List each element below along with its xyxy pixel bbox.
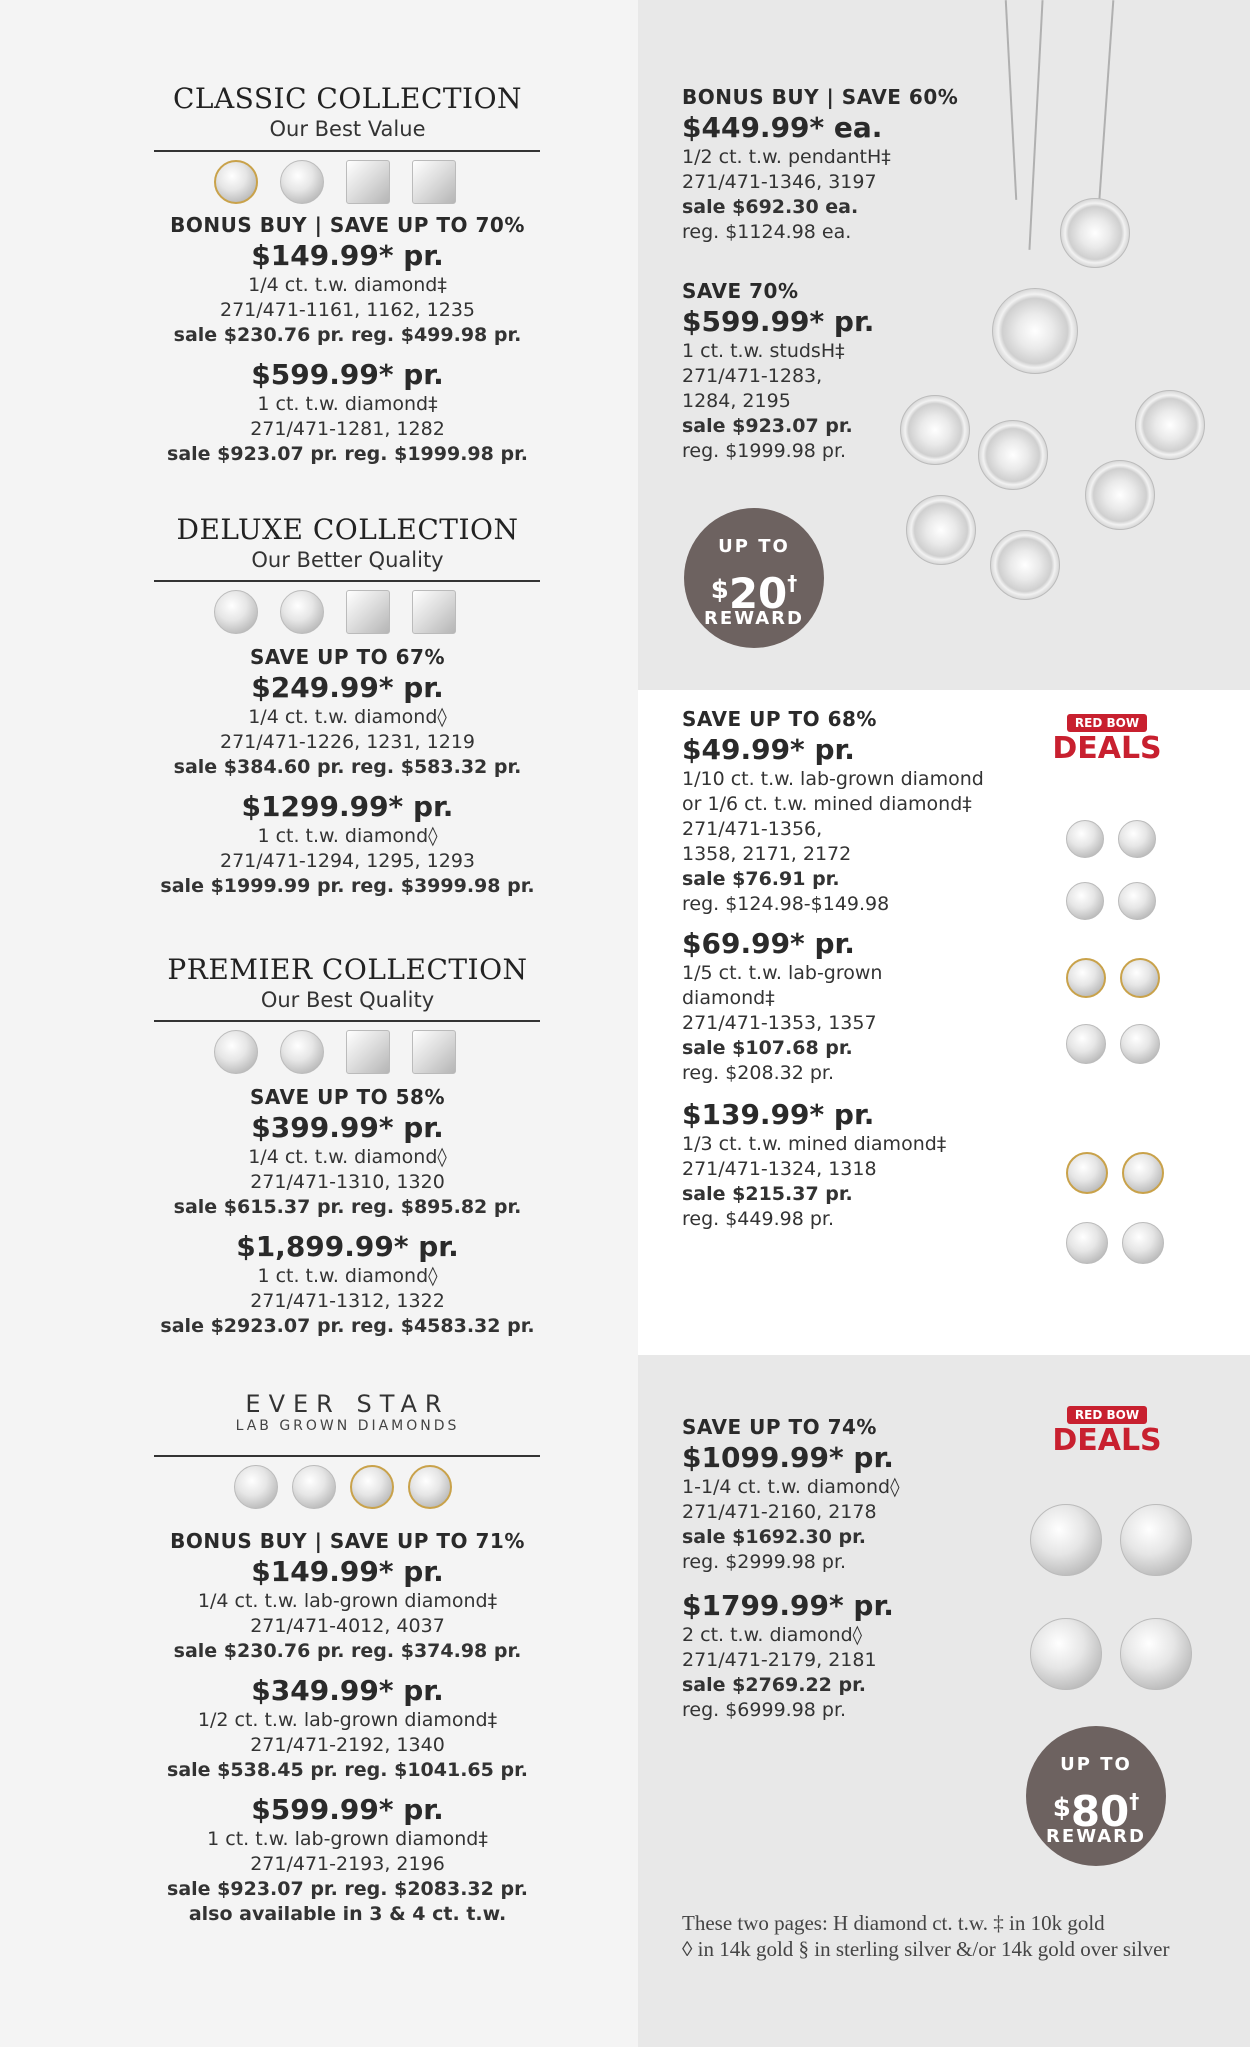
diamond-stud-icon <box>1030 1618 1102 1690</box>
pendant-bonus: BONUS BUY | SAVE 60% <box>682 85 959 109</box>
sku: 271/471-2192, 1340 <box>250 1734 445 1756</box>
price: $139.99* pr. <box>682 1098 875 1131</box>
description: 1 ct. t.w. studsH‡ <box>682 340 845 362</box>
diamond-stud-icon <box>408 1465 452 1509</box>
sale-price: sale $107.68 pr. <box>682 1037 853 1059</box>
sale-price: sale $538.45 pr. reg. $1041.65 pr. <box>167 1759 528 1781</box>
sku: 271/471-1353, 1357 <box>682 1012 877 1034</box>
description: 1/4 ct. t.w. lab-grown diamond‡ <box>197 1590 498 1612</box>
sale-price: sale $923.07 pr. <box>682 415 853 437</box>
diamond-stud-icon <box>1066 1222 1108 1264</box>
everstar-offers <box>150 1528 545 1927</box>
princess-stud-icon <box>346 160 390 204</box>
premier-subtitle: Our Best Quality <box>260 988 435 1012</box>
diamond-stud-icon <box>1118 882 1156 920</box>
halo-stud-icon <box>990 530 1060 600</box>
reward-up-to: UP TO <box>718 536 790 557</box>
redbow1-studs-image <box>1066 820 1156 858</box>
premier-header <box>150 953 545 1013</box>
diamond-stud-icon <box>214 590 258 634</box>
divider <box>154 1455 540 1457</box>
description: 1/3 ct. t.w. mined diamond‡ <box>682 1133 947 1155</box>
sku: 271/471-1324, 1318 <box>682 1158 877 1180</box>
price: $1,899.99* pr. <box>236 1230 459 1263</box>
sku: 271/471-1294, 1295, 1293 <box>219 850 475 872</box>
everstar-studs-image <box>234 1465 452 1509</box>
description: 1 ct. t.w. diamond◊ <box>257 1265 438 1287</box>
everstar-name: EVER STAR <box>245 1390 450 1418</box>
reg-price: reg. $208.32 pr. <box>682 1062 834 1084</box>
reg-price: reg. $124.98-$149.98 <box>682 893 890 915</box>
deluxe-title: DELUXE COLLECTION <box>176 513 519 546</box>
sku: 271/471-1356, <box>682 818 823 840</box>
reg-price: reg. $1999.98 pr. <box>682 440 847 462</box>
deluxe-bonus: SAVE UP TO 67% <box>250 645 445 669</box>
divider <box>154 580 540 582</box>
premier-title: PREMIER COLLECTION <box>167 953 528 986</box>
description: 1/4 ct. t.w. diamond◊ <box>248 1146 447 1168</box>
everstar-logo <box>150 1390 545 1434</box>
diamond-stud-icon <box>1122 1152 1164 1194</box>
price: $599.99* pr. <box>251 358 444 391</box>
price: $149.99* pr. <box>251 239 444 272</box>
diamond-stud-icon <box>1120 1024 1160 1064</box>
reward-amount: 20 <box>728 569 788 618</box>
description: 1 ct. t.w. lab-grown diamond‡ <box>207 1828 488 1850</box>
sku: 271/471-1161, 1162, 1235 <box>219 299 475 321</box>
description: 1/10 ct. t.w. lab-grown diamond <box>682 768 984 790</box>
diamond-stud-icon <box>280 160 324 204</box>
premier-offers <box>150 1084 545 1339</box>
dagger-mark: † <box>1129 1789 1140 1813</box>
reward-label: REWARD <box>704 608 804 629</box>
redbow1-studs-image <box>1066 1222 1164 1264</box>
classic-subtitle: Our Best Value <box>269 117 426 141</box>
reward-badge <box>684 508 824 648</box>
redbow2-offers <box>682 1414 982 1723</box>
reg-price: reg. $6999.98 pr. <box>682 1699 847 1721</box>
description: 1/2 ct. t.w. pendantH‡ <box>682 146 891 168</box>
sale-price: sale $615.37 pr. reg. $895.82 pr. <box>173 1196 522 1218</box>
red-bow-label: RED BOW <box>1067 714 1147 732</box>
sale-price: sale $230.76 pr. reg. $499.98 pr. <box>173 324 522 346</box>
reg-price: reg. $2999.98 pr. <box>682 1551 847 1573</box>
diamond-stud-icon <box>1118 820 1156 858</box>
sale-price: sale $76.91 pr. <box>682 868 840 890</box>
redbow1-studs-image <box>1066 1024 1160 1064</box>
classic-header <box>150 82 545 142</box>
description: 1 ct. t.w. diamond‡ <box>257 393 438 415</box>
description: 1/2 ct. t.w. lab-grown diamond‡ <box>197 1709 498 1731</box>
price: $599.99* pr. <box>251 1793 444 1826</box>
diamond-stud-icon <box>1030 1504 1102 1576</box>
diamond-stud-icon <box>292 1465 336 1509</box>
sku: 1358, 2171, 2172 <box>682 843 852 865</box>
diamond-stud-icon <box>234 1465 278 1509</box>
description: 1/4 ct. t.w. diamond◊ <box>248 706 447 728</box>
everstar-bonus: BONUS BUY | SAVE UP TO 71% <box>170 1529 525 1553</box>
price: $1099.99* pr. <box>682 1441 894 1474</box>
halo-stud-icon <box>1085 460 1155 530</box>
divider <box>154 1020 540 1022</box>
deluxe-offers <box>150 644 545 899</box>
price: $399.99* pr. <box>251 1111 444 1144</box>
sale-price: sale $384.60 pr. reg. $583.32 pr. <box>173 756 522 778</box>
halo-stud-icon <box>1135 390 1205 460</box>
pendant-offer <box>682 84 1002 245</box>
red-bow-deals-badge <box>1052 712 1162 766</box>
sale-price: sale $923.07 pr. reg. $1999.98 pr. <box>167 443 528 465</box>
red-bow-deals-badge <box>1052 1404 1162 1458</box>
redbow2-studs-image <box>1030 1504 1192 1576</box>
price: $599.99* pr. <box>682 305 875 338</box>
redbow1-studs-image <box>1066 882 1156 920</box>
premier-bonus: SAVE UP TO 58% <box>250 1085 445 1109</box>
footnote <box>682 1910 1202 1962</box>
price: $249.99* pr. <box>251 671 444 704</box>
sku: 1284, 2195 <box>682 390 791 412</box>
redbow1-studs-image <box>1066 958 1160 998</box>
diamond-stud-icon <box>280 590 324 634</box>
classic-bonus: BONUS BUY | SAVE UP TO 70% <box>170 213 525 237</box>
description: 1/5 ct. t.w. lab-grown <box>682 962 883 984</box>
diamond-stud-icon <box>1120 1504 1192 1576</box>
redbow2-studs-image <box>1030 1618 1192 1690</box>
premier-studs-image <box>214 1030 456 1074</box>
footnote-line: ◊ in 14k gold § in sterling silver &/or 14k gold over silver <box>682 1937 1170 1961</box>
diamond-stud-icon <box>1122 1222 1164 1264</box>
price: $449.99* ea. <box>682 111 883 144</box>
diamond-stud-icon <box>280 1030 324 1074</box>
redbow1-bonus: SAVE UP TO 68% <box>682 707 877 731</box>
reward-label: REWARD <box>1046 1826 1146 1847</box>
studs-offer <box>682 278 922 464</box>
deals-label: DEALS <box>1052 731 1162 766</box>
sale-price: sale $215.37 pr. <box>682 1183 853 1205</box>
description: diamond‡ <box>682 987 775 1009</box>
sku: 271/471-2193, 2196 <box>250 1853 445 1875</box>
description: 2 ct. t.w. diamond◊ <box>682 1624 863 1646</box>
currency-symbol: $ <box>710 575 729 605</box>
diamond-stud-icon <box>1120 1618 1192 1690</box>
sku: 271/471-2160, 2178 <box>682 1501 877 1523</box>
currency-symbol: $ <box>1052 1793 1071 1823</box>
price: $149.99* pr. <box>251 1555 444 1588</box>
sku: 271/471-1281, 1282 <box>250 418 445 440</box>
classic-offers <box>150 212 545 467</box>
reg-price: reg. $1124.98 ea. <box>682 221 852 243</box>
diamond-stud-icon <box>1066 1024 1106 1064</box>
princess-stud-icon <box>346 590 390 634</box>
pendant-icon <box>1060 198 1130 268</box>
classic-studs-image <box>214 160 456 204</box>
redbow2-bonus: SAVE UP TO 74% <box>682 1415 877 1439</box>
halo-stud-icon <box>978 420 1048 490</box>
reward-amount: 80 <box>1070 1787 1130 1836</box>
diamond-stud-icon <box>214 1030 258 1074</box>
princess-stud-icon <box>412 1030 456 1074</box>
diamond-stud-icon <box>1066 958 1106 998</box>
price: $49.99* pr. <box>682 733 855 766</box>
diamond-stud-icon <box>1066 1152 1108 1194</box>
princess-stud-icon <box>346 1030 390 1074</box>
sku: 271/471-1226, 1231, 1219 <box>219 731 475 753</box>
divider <box>154 150 540 152</box>
princess-stud-icon <box>412 590 456 634</box>
sale-price: sale $923.07 pr. reg. $2083.32 pr. <box>167 1878 528 1900</box>
also-available: also available in 3 & 4 ct. t.w. <box>188 1903 507 1925</box>
sale-price: sale $230.76 pr. reg. $374.98 pr. <box>173 1640 522 1662</box>
sku: 271/471-4012, 4037 <box>250 1615 445 1637</box>
sale-price: sale $1692.30 pr. <box>682 1526 866 1548</box>
red-bow-label: RED BOW <box>1067 1406 1147 1424</box>
redbow1-offers <box>682 706 1042 1232</box>
diamond-stud-icon <box>350 1465 394 1509</box>
sale-price: sale $2769.22 pr. <box>682 1674 866 1696</box>
diamond-stud-icon <box>214 160 258 204</box>
sale-price: sale $2923.07 pr. reg. $4583.32 pr. <box>160 1315 535 1337</box>
reg-price: reg. $449.98 pr. <box>682 1208 834 1230</box>
description: 1-1/4 ct. t.w. diamond◊ <box>682 1476 900 1498</box>
reward-up-to: UP TO <box>1060 1754 1132 1775</box>
description: or 1/6 ct. t.w. mined diamond‡ <box>682 793 972 815</box>
diamond-stud-icon <box>1066 820 1104 858</box>
halo-stud-icon <box>906 495 976 565</box>
footnote-line: These two pages: H diamond ct. t.w. ‡ in 10k gold <box>682 1911 1105 1935</box>
description: 1/4 ct. t.w. diamond‡ <box>248 274 447 296</box>
sale-price: sale $1999.99 pr. reg. $3999.98 pr. <box>160 875 535 897</box>
deals-label: DEALS <box>1052 1423 1162 1458</box>
price: $69.99* pr. <box>682 927 855 960</box>
sale-price: sale $692.30 ea. <box>682 196 859 218</box>
everstar-subtitle: LAB GROWN DIAMONDS <box>235 1418 460 1434</box>
redbow1-studs-image <box>1066 1152 1164 1194</box>
studs-bonus: SAVE 70% <box>682 279 799 303</box>
reward-badge <box>1026 1726 1166 1866</box>
description: 1 ct. t.w. diamond◊ <box>257 825 438 847</box>
deluxe-header <box>150 513 545 573</box>
sku: 271/471-2179, 2181 <box>682 1649 877 1671</box>
sku: 271/471-1346, 3197 <box>682 171 877 193</box>
sku: 271/471-1312, 1322 <box>250 1290 445 1312</box>
price: $1299.99* pr. <box>241 790 454 823</box>
sku: 271/471-1283, <box>682 365 823 387</box>
pendant-icon <box>992 288 1078 374</box>
dagger-mark: † <box>787 571 798 595</box>
price: $1799.99* pr. <box>682 1589 894 1622</box>
diamond-stud-icon <box>1120 958 1160 998</box>
classic-title: CLASSIC COLLECTION <box>172 82 523 115</box>
deluxe-subtitle: Our Better Quality <box>251 548 444 572</box>
deluxe-studs-image <box>214 590 456 634</box>
price: $349.99* pr. <box>251 1674 444 1707</box>
princess-stud-icon <box>412 160 456 204</box>
diamond-stud-icon <box>1066 882 1104 920</box>
sku: 271/471-1310, 1320 <box>250 1171 445 1193</box>
